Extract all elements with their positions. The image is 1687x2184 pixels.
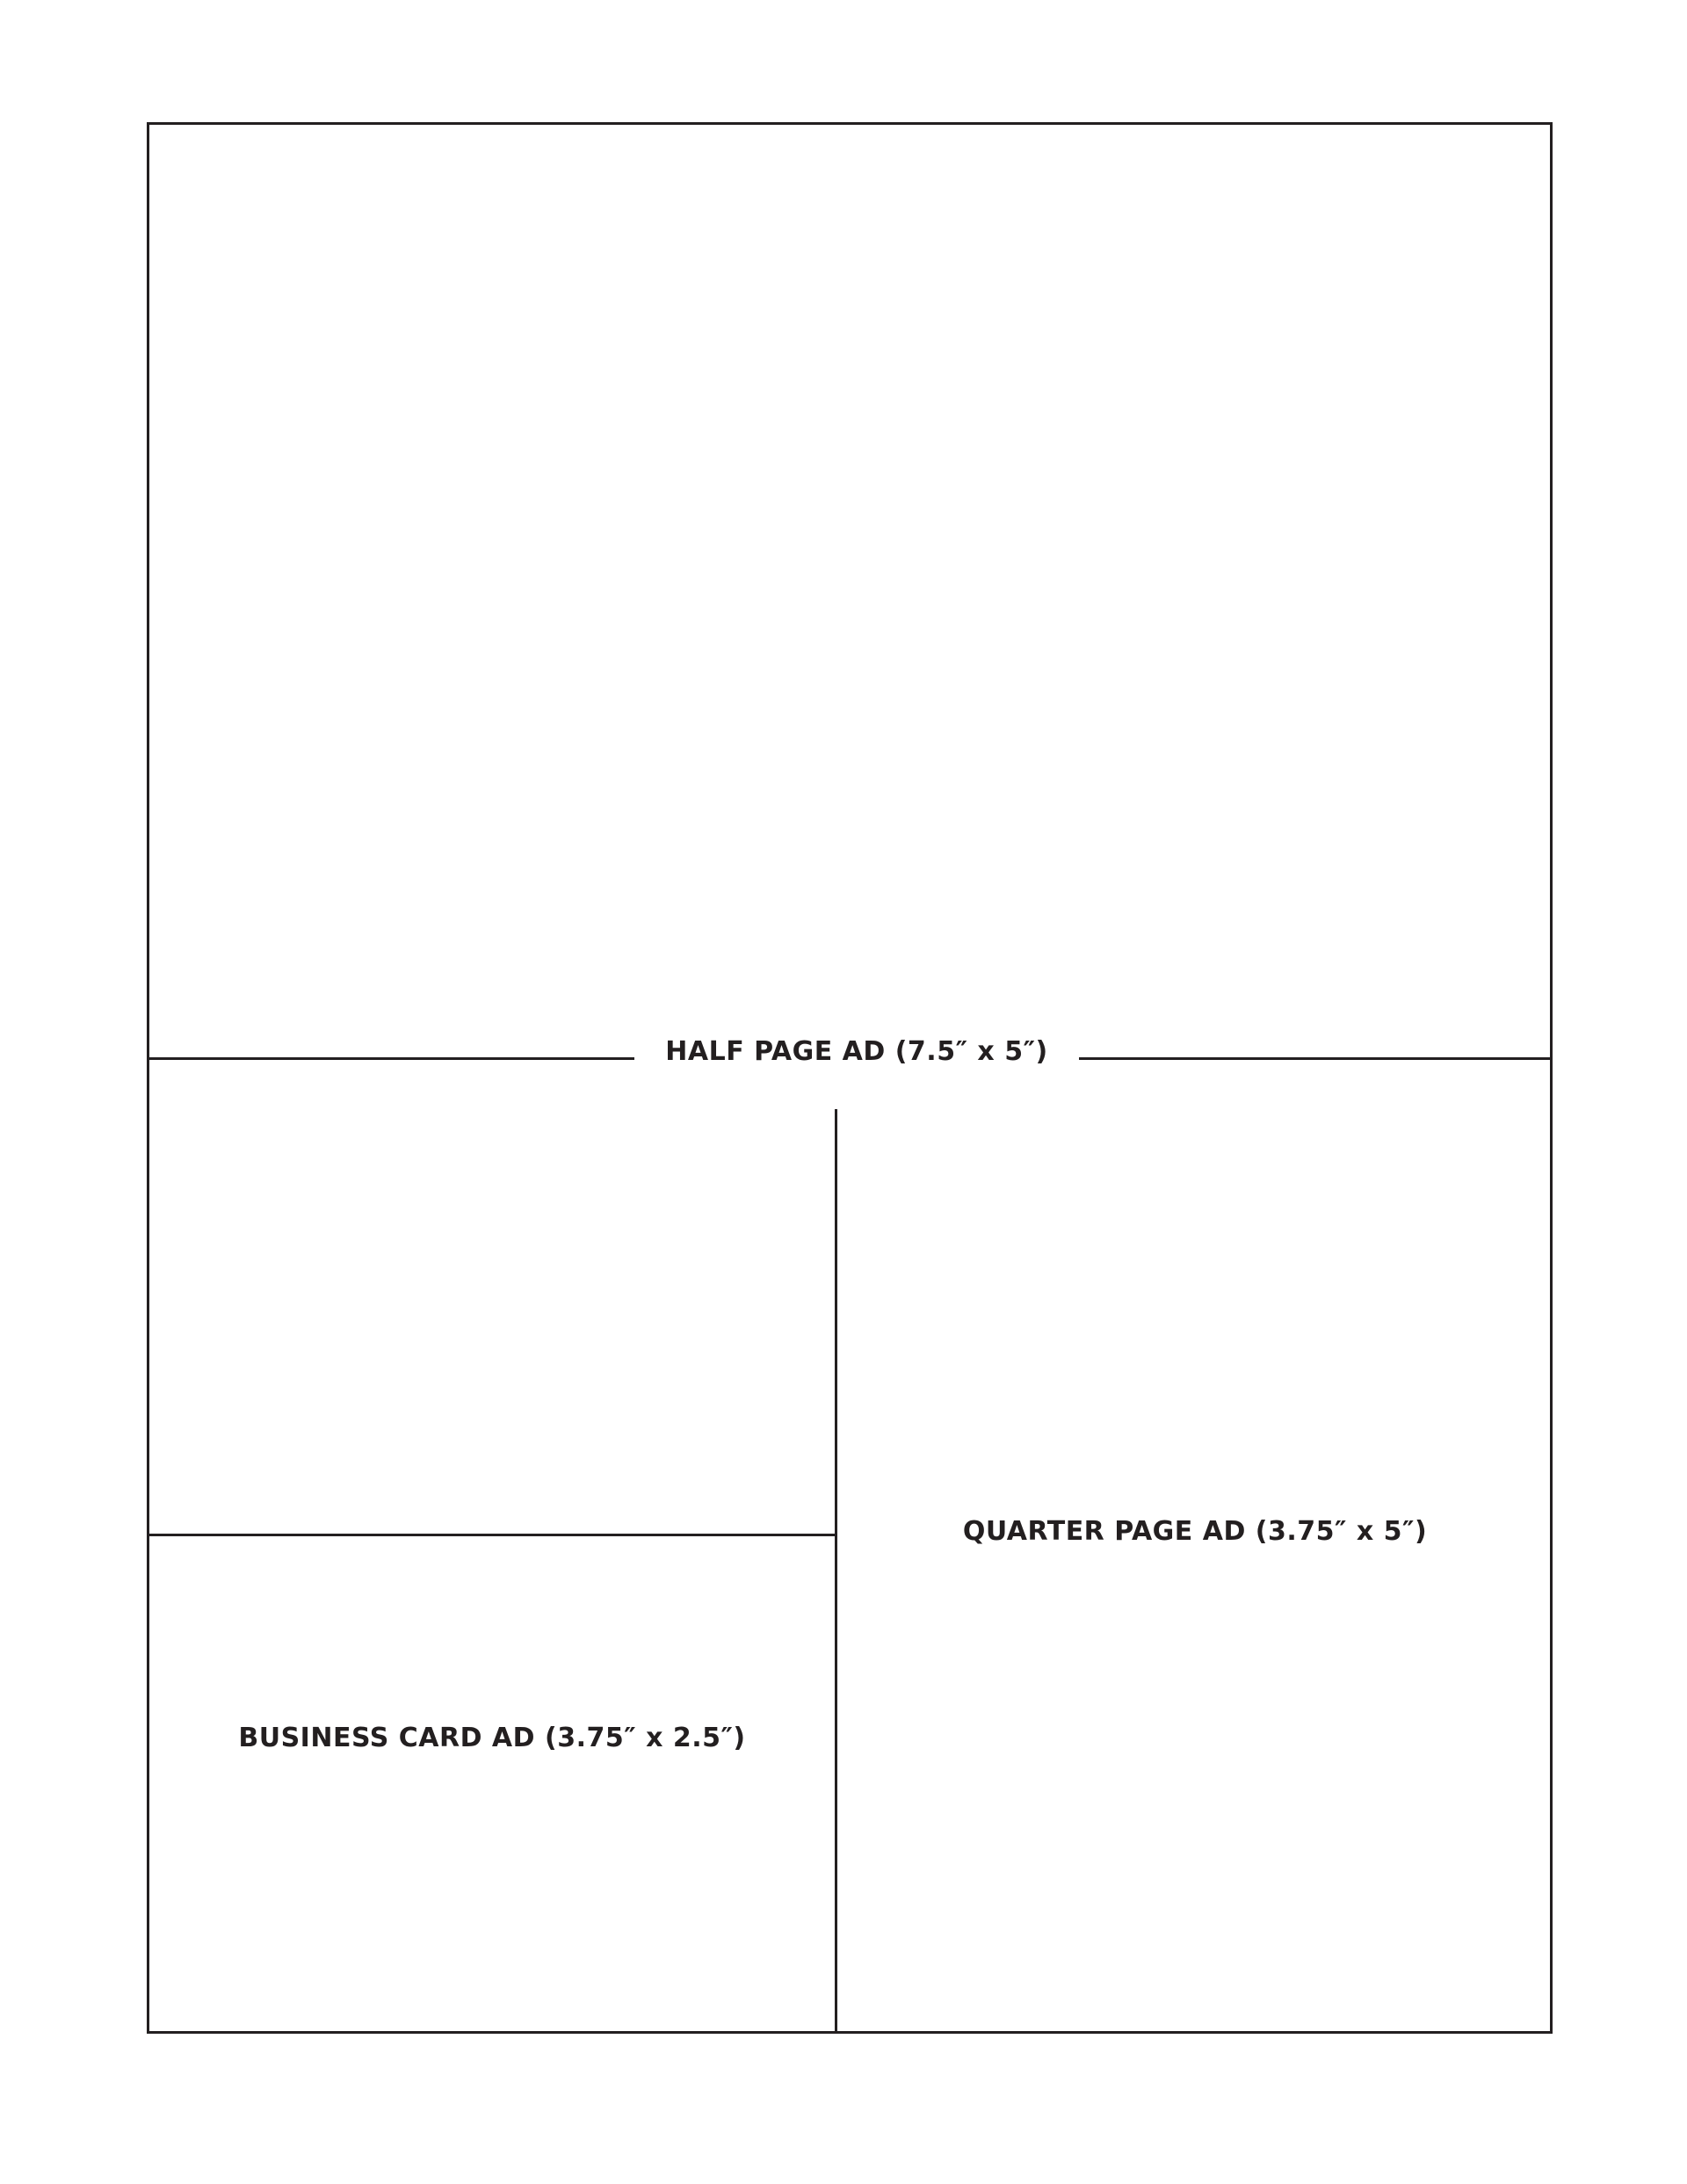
half-page-divider-right [1079, 1057, 1553, 1060]
business-card-divider [147, 1534, 837, 1536]
quarter-page-ad-label: QUARTER PAGE AD (3.75″ x 5″) [962, 1516, 1428, 1547]
half-page-divider-left [147, 1057, 634, 1060]
quarter-page-divider [835, 1109, 837, 2034]
business-card-ad-label: BUSINESS CARD AD (3.75″ x 2.5″) [238, 1723, 746, 1753]
half-page-ad-label: HALF PAGE AD (7.5″ x 5″) [665, 1036, 1048, 1067]
